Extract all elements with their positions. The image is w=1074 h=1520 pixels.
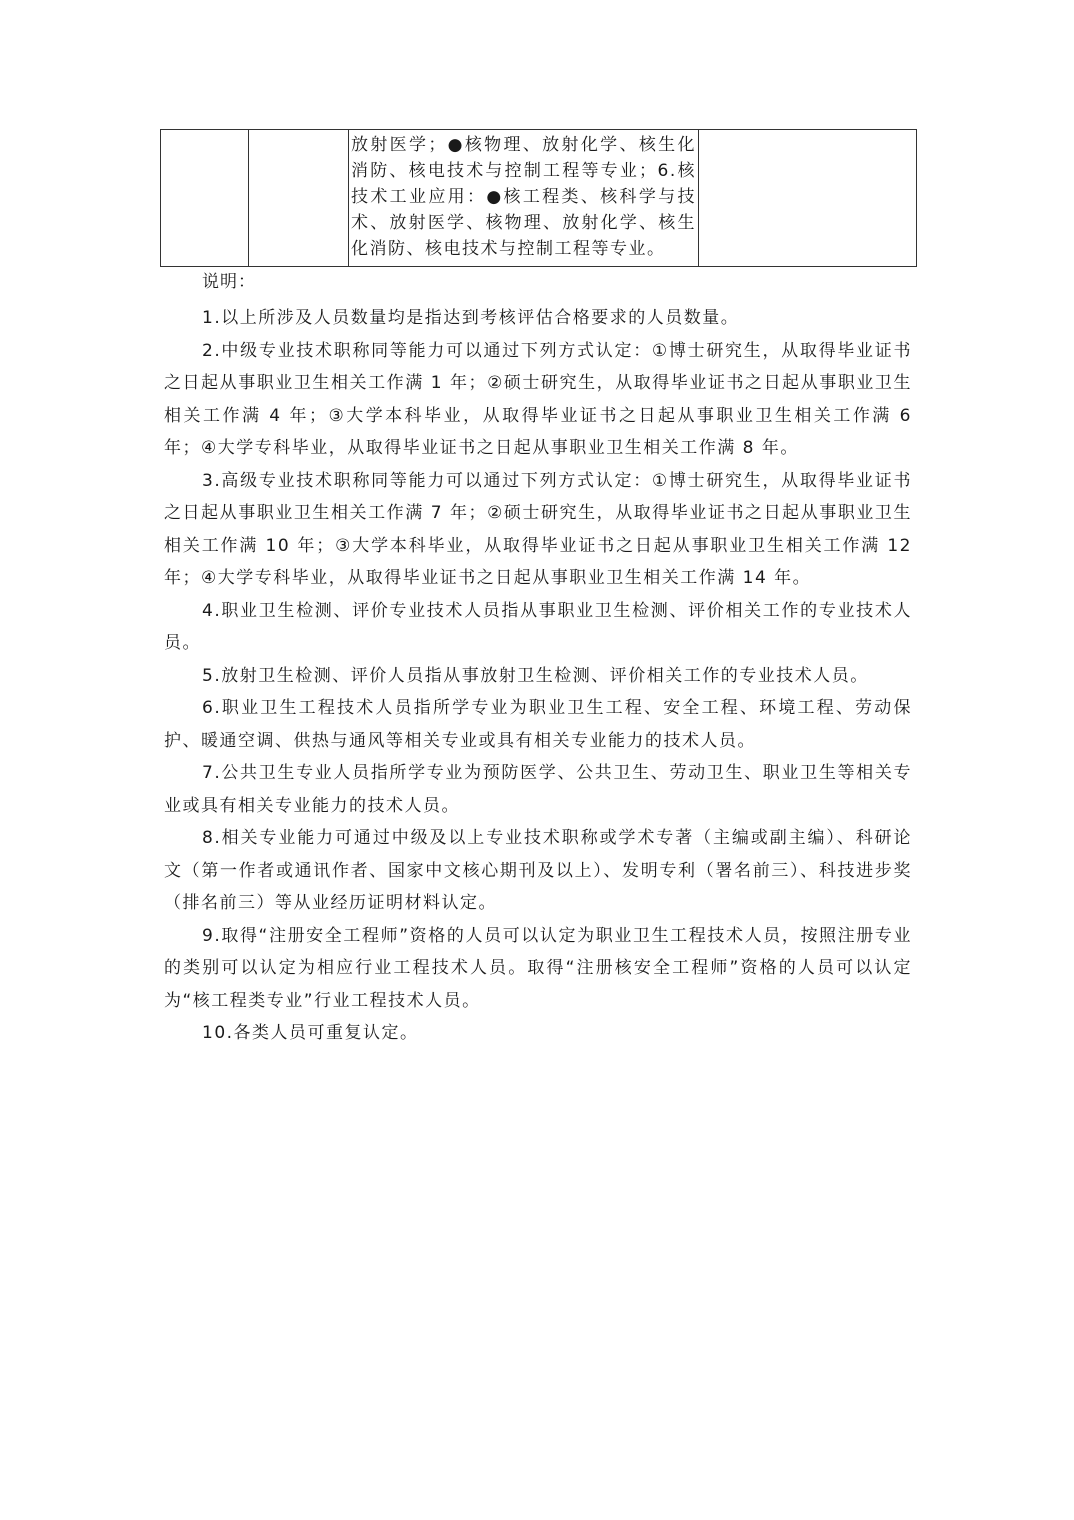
note-item: 1.以上所涉及人员数量均是指达到考核评估合格要求的人员数量。 — [202, 308, 740, 328]
note-item: 6.职业卫生工程技术人员指所学专业为职业卫生工程、安全工程、环境工程、劳动保护、暖通空调、供热与通风等相关专业或具有相关专业能力的技术人员。 — [164, 698, 912, 751]
note-item: 2.中级专业技术职称同等能力可以通过下列方式认定：①博士研究生，从取得毕业证书之日起从事职业卫生相关工作满 1 年；②硕士研究生，从取得毕业证书之日起从事职业卫生相关工作满 4 年；③大学本科毕业，从取得毕业证书之日起从事职业卫生相关工作满 6 年；④大学专科毕业，从取得毕业证书之日起从事职业卫生相关工作满 8 年。 — [164, 340, 912, 458]
note-item: 7.公共卫生专业人员指所学专业为预防医学、公共卫生、劳动卫生、职业卫生等相关专业或具有相关专业能力的技术人员。 — [164, 763, 912, 816]
requirements-table — [160, 129, 917, 267]
table-cell-remarks — [699, 130, 917, 267]
notes-title: 说明： — [202, 272, 256, 292]
note-item: 3.高级专业技术职称同等能力可以通过下列方式认定：①博士研究生，从取得毕业证书之日起从事职业卫生相关工作满 7 年；②硕士研究生，从取得毕业证书之日起从事职业卫生相关工作满 10 年；③大学本科毕业，从取得毕业证书之日起从事职业卫生相关工作满 12 年；④大学专科毕业，从取得毕业证书之日起从事职业卫生相关工作满 14 年。 — [164, 470, 912, 588]
table-cell-category — [161, 130, 249, 267]
table-cell-requirements — [349, 130, 699, 267]
note-item: 5.放射卫生检测、评价人员指从事放射卫生检测、评价相关工作的专业技术人员。 — [202, 665, 869, 686]
note-item: 8.相关专业能力可通过中级及以上专业技术职称或学术专著（主编或副主编）、科研论文（第一作者或通讯作者、国家中文核心期刊及以上）、发明专利（署名前三）、科技进步奖（排名前三）等从业经历证明材料认定。 — [164, 828, 912, 913]
requirements-text: 放射医学；●核物理、放射化学、核生化消防、核电技术与控制工程等专业；6.核技术工业应用：●核工程类、核科学与技术、放射医学、核物理、放射化学、核生化消防、核电技术与控制工程等专业。 — [351, 135, 696, 259]
notes-section — [164, 270, 912, 1050]
note-item: 10.各类人员可重复认定。 — [202, 1023, 419, 1043]
note-item: 4.职业卫生检测、评价专业技术人员指从事职业卫生检测、评价相关工作的专业技术人员。 — [164, 600, 912, 653]
table-cell-item — [249, 130, 349, 267]
note-item: 9.取得“注册安全工程师”资格的人员可以认定为职业卫生工程技术人员，按照注册专业的类别可以认定为相应行业工程技术人员。取得“注册核安全工程师”资格的人员可以认定为“核工程类专业”行业工程技术人员。 — [164, 925, 912, 1011]
table-row — [161, 130, 917, 267]
